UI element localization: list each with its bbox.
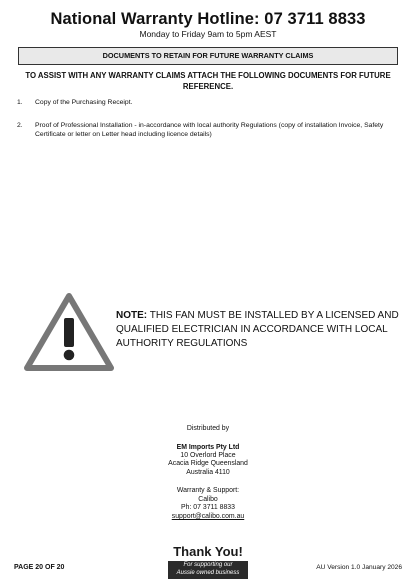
support-email-link[interactable]: support@calibo.com.au [171, 513, 245, 520]
distributor-suburb: Acacia Ridge Queensland [168, 460, 248, 467]
warning-triangle-icon [24, 293, 114, 371]
support-name: Calibo [198, 496, 218, 503]
warranty-hotline-heading: National Warranty Hotline: 07 3711 8833 [50, 10, 366, 28]
page-number: PAGE 20 OF 20 [14, 564, 65, 571]
note-label: NOTE: [116, 310, 148, 321]
support-phone: Ph: 07 3711 8833 [181, 504, 235, 511]
list-item-text: Copy of the Purchasing Receipt. [35, 99, 133, 106]
documents-banner: DOCUMENTS TO RETAIN FOR FUTURE WARRANTY CLAIMS [18, 47, 398, 65]
thank-you-line-2: Aussie owned business [176, 569, 240, 576]
thank-you-caption [168, 561, 248, 579]
support-label: Warranty & Support: [176, 487, 240, 494]
distributor-state: Australia 4110 [186, 469, 230, 476]
hotline-hours: Monday to Friday 9am to 5pm AEST [139, 29, 277, 39]
note-text: THIS FAN MUST BE INSTALLED BY A LICENSED AND QUALIFIED ELECTRICIAN IN ACCORDANCE WITH LOCAL AUTHORITY REGULATIONS [116, 310, 399, 349]
thank-you-line-1: For supporting our [183, 562, 233, 568]
documents-instruction: TO ASSIST WITH ANY WARRANTY CLAIMS ATTACH THE FOLLOWING DOCUMENTS FOR FUTURE REFERENCE. [25, 71, 391, 91]
list-item-text: Proof of Professional Installation - in-accordance with local authority Regulations (copy of installation Invoice, Safety Certificate or letter on Letter head including licence details) [35, 122, 384, 138]
thank-you-badge [160, 544, 256, 579]
distributor-company: EM Imports Pty Ltd [176, 444, 240, 451]
distributed-by-label: Distributed by [186, 425, 230, 432]
thank-you-title: Thank You! [173, 544, 243, 559]
list-item-number: 1. [17, 99, 23, 106]
installation-warning-note [116, 309, 406, 351]
distributor-street: 10 Overlord Place [180, 452, 236, 459]
list-item-number: 2. [17, 122, 23, 129]
document-version: AU Version 1.0 January 2026 [316, 564, 402, 571]
